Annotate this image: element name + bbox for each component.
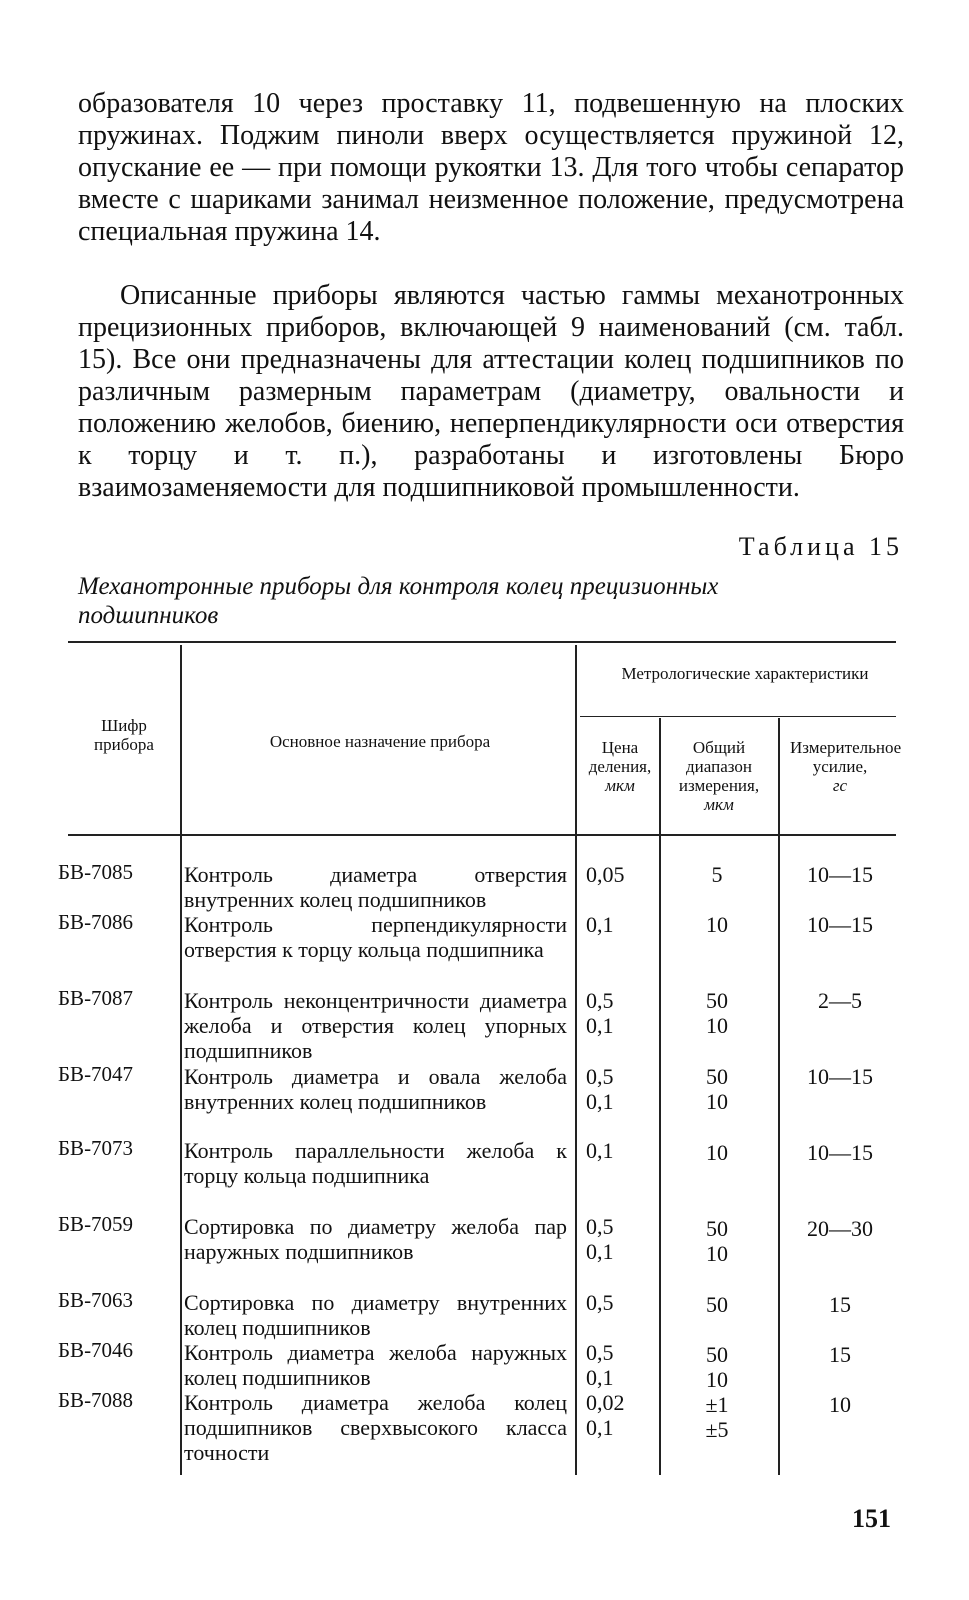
table-row-4-code: БВ-7047 xyxy=(58,1062,134,1086)
table-row-7-division: 0,5 xyxy=(586,1290,614,1315)
table-title: Механотронные приборы для контроля колец прецизионных подшипников xyxy=(78,573,719,629)
table-row-8-division: 0,5 0,1 xyxy=(586,1340,614,1390)
table-row-6-force: 20—30 xyxy=(807,1216,873,1241)
table-row-6-code: БВ-7059 xyxy=(58,1212,134,1236)
table-row-4-force: 10—15 xyxy=(807,1064,873,1089)
table-row-2-division: 0,1 xyxy=(586,912,614,937)
table-row-5-range: 10 xyxy=(706,1140,728,1165)
table-row-2-code: БВ-7086 xyxy=(58,910,134,934)
table-row-9-division: 0,02 0,1 xyxy=(586,1390,625,1440)
header-code: Шифр прибора xyxy=(94,716,154,754)
table-row-9-range: ±1 ±5 xyxy=(705,1392,729,1442)
body-paragraph-2: Описанные приборы являются частью гаммы механотронных прецизионных приборов, включающей 9 наименований (см. табл. 15). Все они предназначены для аттестации колец подшипников по различным размерным параметрам (диаметру, овальности и положению желобов, биению, неперпендикулярности оси отверстия к торцу и т. п.), разработаны и изготовлены Бюро взаимозаменяемости для подшипниковой промышленности. xyxy=(78,280,904,503)
table-row-5-division: 0,1 xyxy=(586,1138,614,1163)
body-paragraph-1: образователя 10 через проставку 11, подвешенную на плоских пружинах. Поджим пиноли вверх осуществляется пружиной 12, опускание ее — при помощи рукоятки 13. Для того чтобы сепаратор вместе с шариками занимал неизменное положение, предусмотрена специальная пружина 14. xyxy=(78,88,904,247)
table-subheader-rule xyxy=(580,716,896,717)
table-row-3-code: БВ-7087 xyxy=(58,986,134,1010)
header-division-text: Цена деления, xyxy=(588,738,652,776)
table-row-3-purpose: Контроль неконцентричности диаметра желоба и отверстия колец упорных подшипников xyxy=(184,988,567,1063)
table-row-6-division: 0,5 0,1 xyxy=(586,1214,614,1264)
table-row-6-range: 50 10 xyxy=(706,1216,728,1266)
table-row-1-range: 5 xyxy=(711,862,723,887)
table-row-3-range: 50 10 xyxy=(706,988,728,1038)
column-divider-division xyxy=(659,718,661,1475)
table-row-7-purpose: Сортировка по диаметру внутренних колец подшипников xyxy=(184,1290,567,1340)
table-row-4-division: 0,5 0,1 xyxy=(586,1064,614,1114)
header-group: Метрологические характеристики xyxy=(621,664,869,683)
table-row-2-force: 10—15 xyxy=(807,912,873,937)
table-row-7-range: 50 xyxy=(706,1292,728,1317)
header-force-unit: гс xyxy=(832,776,848,795)
table-label: Таблица 15 xyxy=(738,532,903,561)
table-row-1-code: БВ-7085 xyxy=(58,860,134,884)
table-header-rule xyxy=(68,834,896,836)
table-row-1-force: 10—15 xyxy=(807,862,873,887)
table-row-8-force: 15 xyxy=(829,1342,851,1367)
header-force-text: Измерительное усилие, xyxy=(790,738,902,776)
table-row-6-purpose: Сортировка по диаметру желоба пар наружных подшипников xyxy=(184,1214,567,1264)
header-purpose: Основное назначение прибора xyxy=(269,732,491,751)
table-top-rule xyxy=(68,641,896,643)
page-number: 151 xyxy=(852,1504,891,1533)
table-row-7-force: 15 xyxy=(829,1292,851,1317)
table-row-5-force: 10—15 xyxy=(807,1140,873,1165)
header-range xyxy=(664,738,774,814)
table-row-3-division: 0,5 0,1 xyxy=(586,988,614,1038)
table-row-7-code: БВ-7063 xyxy=(58,1288,134,1312)
table-row-9-code: БВ-7088 xyxy=(58,1388,134,1412)
table-row-3-force: 2—5 xyxy=(818,988,862,1013)
header-division xyxy=(586,738,654,795)
table-row-8-code: БВ-7046 xyxy=(58,1338,134,1362)
table-row-2-range: 10 xyxy=(706,912,728,937)
table-row-9-purpose: Контроль диаметра желоба колец подшипников сверхвысокого класса точности xyxy=(184,1390,567,1465)
table-row-4-range: 50 10 xyxy=(706,1064,728,1114)
table-row-1-division: 0,05 xyxy=(586,862,625,887)
column-divider-code xyxy=(180,645,182,1475)
header-force xyxy=(790,738,902,795)
table-row-2-purpose: Контроль перпендикулярности отверстия к торцу кольца подшипника xyxy=(184,912,567,962)
table-row-1-purpose: Контроль диаметра отверстия внутренних колец подшипников xyxy=(184,862,567,912)
column-divider-purpose xyxy=(575,645,577,1475)
header-range-text: Общий диапазон измерения, xyxy=(678,738,760,795)
table-row-9-force: 10 xyxy=(829,1392,851,1417)
header-range-unit: мкм xyxy=(704,795,734,814)
table-row-4-purpose: Контроль диаметра и овала желоба внутренних колец подшипников xyxy=(184,1064,567,1114)
table-row-8-range: 50 10 xyxy=(706,1342,728,1392)
table-row-5-purpose: Контроль параллельности желоба к торцу кольца подшипника xyxy=(184,1138,567,1188)
table-row-8-purpose: Контроль диаметра желоба наружных колец подшипников xyxy=(184,1340,567,1390)
table-row-5-code: БВ-7073 xyxy=(58,1136,134,1160)
header-division-unit: мкм xyxy=(605,776,635,795)
